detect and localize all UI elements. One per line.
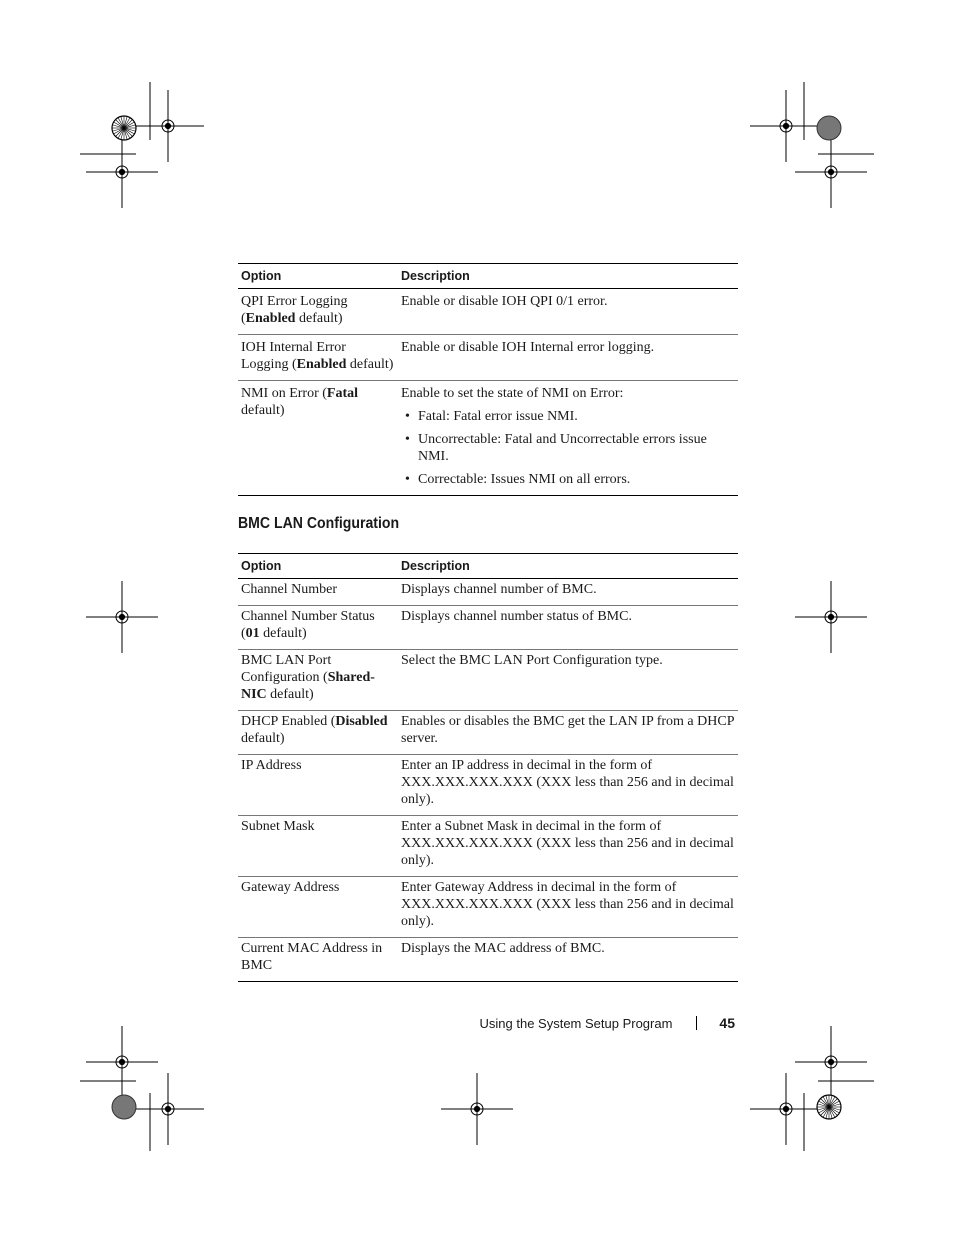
description-cell: Enter Gateway Address in decimal in the form of XXX.XXX.XXX.XXX (XXX less than 256 and in decimal only). [398, 877, 738, 938]
description-cell: Enable to set the state of NMI on Error: • Fatal: Fatal error issue NMI. • Uncorrectable: Fatal and Uncorrectable errors issue NMI. • Correctable: Issues NMI on all errors. [398, 381, 738, 496]
column-header-option: Option [238, 554, 398, 579]
option-cell: IOH Internal Error Logging (Enabled default) [238, 335, 398, 381]
description-cell: Enable or disable IOH Internal error logging. [398, 335, 738, 381]
table-row [238, 816, 738, 877]
bullet-list [401, 408, 735, 488]
option-cell: Channel Number Status (01 default) [238, 606, 398, 650]
bios-options-table [238, 263, 738, 496]
table-row [238, 606, 738, 650]
option-cell: NMI on Error (Fatal default) [238, 381, 398, 496]
option-cell: QPI Error Logging (Enabled default) [238, 289, 398, 335]
bmc-lan-config-table [238, 553, 738, 982]
table-row [238, 289, 738, 335]
page-number: 45 [719, 1015, 735, 1031]
option-cell: IP Address [238, 755, 398, 816]
description-cell: Enables or disables the BMC get the LAN IP from a DHCP server. [398, 711, 738, 755]
description-cell: Displays channel number status of BMC. [398, 606, 738, 650]
section-heading: BMC LAN Configuration [238, 515, 400, 532]
table-row [238, 579, 738, 606]
table-row [238, 755, 738, 816]
list-item: • Correctable: Issues NMI on all errors. [401, 471, 735, 488]
page-footer [430, 1015, 735, 1031]
description-cell: Displays the MAC address of BMC. [398, 938, 738, 982]
table-row [238, 877, 738, 938]
option-cell: BMC LAN Port Configuration (Shared-NIC default) [238, 650, 398, 711]
option-cell: Channel Number [238, 579, 398, 606]
table-row [238, 711, 738, 755]
column-header-description: Description [398, 554, 738, 579]
table-row [238, 381, 738, 496]
option-cell: DHCP Enabled (Disabled default) [238, 711, 398, 755]
list-item: • Fatal: Fatal error issue NMI. [401, 408, 735, 425]
description-cell: Enter a Subnet Mask in decimal in the form of XXX.XXX.XXX.XXX (XXX less than 256 and in decimal only). [398, 816, 738, 877]
option-cell: Current MAC Address in BMC [238, 938, 398, 982]
column-header-option: Option [238, 264, 398, 289]
column-header-description: Description [398, 264, 738, 289]
footer-divider [696, 1016, 697, 1030]
table-row [238, 650, 738, 711]
table-row [238, 335, 738, 381]
table-row [238, 938, 738, 982]
description-cell: Enable or disable IOH QPI 0/1 error. [398, 289, 738, 335]
option-cell: Subnet Mask [238, 816, 398, 877]
description-cell: Enter an IP address in decimal in the form of XXX.XXX.XXX.XXX (XXX less than 256 and in decimal only). [398, 755, 738, 816]
list-item: • Uncorrectable: Fatal and Uncorrectable errors issue NMI. [401, 431, 735, 465]
option-cell: Gateway Address [238, 877, 398, 938]
description-cell: Select the BMC LAN Port Configuration type. [398, 650, 738, 711]
description-cell: Displays channel number of BMC. [398, 579, 738, 606]
footer-chapter-title: Using the System Setup Program [479, 1016, 673, 1031]
